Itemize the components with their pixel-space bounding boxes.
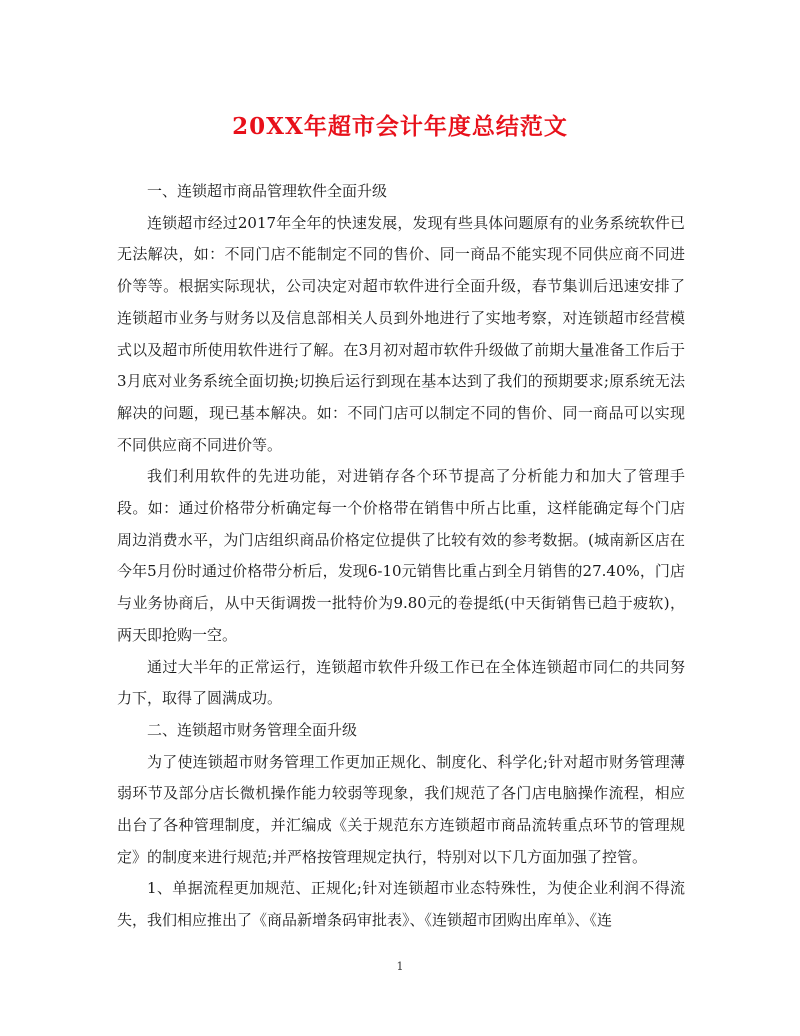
body-paragraph: 我们利用软件的先进功能，对进销存各个环节提高了分析能力和加大了管理手段。如：通过价格带分析确定每一个价格带在销售中所占比重，这样能确定每个门店周边消费水平，为门店组织商品价格定位提供了比较有效的参考数据。(城南新区店在今年5月份时通过价格带分析后，发现6-10元销售比重占到全月销售的27.40%，门店与业务协商后，从中天街调拨一批特价为9.80元的卷提纸(中天街销售已趋于疲软)，两天即抢购一空。 bbox=[117, 467, 685, 644]
section-heading-2: 二、连锁超市财务管理全面升级 bbox=[147, 720, 358, 739]
body-paragraph: 通过大半年的正常运行，连锁超市软件升级工作已在全体连锁超市同仁的共同努力下，取得了圆满成功。 bbox=[117, 657, 685, 708]
document-body bbox=[117, 176, 685, 937]
body-paragraph: 为了使连锁超市财务管理工作更加正规化、制度化、科学化;针对超市财务管理薄弱环节及部分店长微机操作能力较弱等现象，我们规范了各门店电脑操作流程，相应出台了各种管理制度，并汇编成《关于规范东方连锁超市商品流转重点环节的管理规定》的制度来进行规范;并严格按管理规定执行，特别对以下几方面加强了控管。 bbox=[117, 752, 685, 866]
body-paragraph: 1、单据流程更加规范、正规化;针对连锁超市业态特殊性，为使企业利润不得流失，我们相应推出了《商品新增条码审批表》、《连锁超市团购出库单》、《连 bbox=[117, 879, 685, 930]
page-number: 1 bbox=[396, 960, 404, 973]
document-title: 20XX年超市会计年度总结范文 bbox=[232, 113, 568, 140]
body-paragraph: 连锁超市经过2017年全年的快速发展，发现有些具体问题原有的业务系统软件已无法解决，如：不同门店不能制定不同的售价、同一商品不能实现不同供应商不同进价等等。根据实际现状，公司决定对超市软件进行全面升级，春节集训后迅速安排了连锁超市业务与财务以及信息部相关人员到外地进行了实地考察，对连锁超市经营模式以及超市所使用软件进行了解。在3月初对超市软件升级做了前期大量准备工作后于3月底对业务系统全面切换;切换后运行到现在基本达到了我们的预期要求;原系统无法解决的问题，现已基本解决。如：不同门店可以制定不同的售价、同一商品可以实现不同供应商不同进价等。 bbox=[117, 213, 685, 454]
section-heading-1: 一、连锁超市商品管理软件全面升级 bbox=[147, 182, 388, 200]
